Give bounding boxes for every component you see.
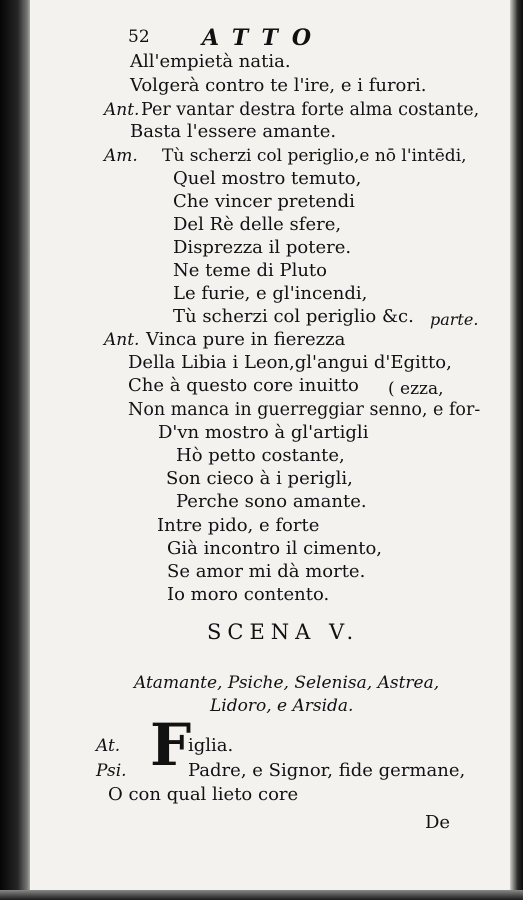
- page-edge: [510, 0, 523, 900]
- verse-line: All'empietà natia.: [130, 51, 291, 72]
- page-number: 52: [128, 27, 150, 47]
- book-page: [30, 0, 510, 892]
- verse-line: Hò petto costante,: [176, 445, 345, 466]
- verse-line: Che à questo core inuitto: [128, 375, 359, 396]
- verse-line: Disprezza il potere.: [173, 237, 352, 258]
- speaker-label: Ant.: [104, 100, 140, 120]
- speaker-label: At.: [96, 736, 121, 756]
- verse-line: Se amor mi dà morte.: [167, 561, 366, 582]
- verse-line: Ne teme di Pluto: [173, 260, 327, 281]
- scene-heading: SCENA V.: [207, 620, 360, 644]
- verse-line: Padre, e Signor, fide germane,: [188, 760, 466, 781]
- verse-line: D'vn mostro à gl'artigli: [158, 422, 369, 443]
- verse-line: Basta l'essere amante.: [130, 121, 337, 142]
- verse-line: Tù scherzi col periglio,e nō l'intēdi,: [162, 146, 467, 166]
- verse-line: Che vincer pretendi: [173, 191, 355, 212]
- verse-line: Vinca pure in fierezza: [146, 329, 346, 350]
- drop-cap: F: [150, 711, 192, 779]
- speaker-label: Psi.: [96, 761, 127, 781]
- cast-list-line: Atamante, Psiche, Selenisa, Astrea,: [134, 673, 440, 693]
- speaker-label: Ant.: [104, 330, 140, 350]
- page-edge-bottom: [0, 890, 523, 900]
- verse-line: Io moro contento.: [167, 584, 330, 605]
- verse-line: Non manca in guerreggiar senno, e for-: [128, 400, 481, 420]
- verse-line: Le furie, e gl'incendi,: [173, 283, 368, 304]
- verse-line: Perche sono amante.: [176, 491, 367, 512]
- speaker-label: Am.: [104, 146, 138, 166]
- verse-line: Quel mostro temuto,: [173, 168, 362, 189]
- stage-direction: parte.: [430, 310, 479, 329]
- running-title: ATTO: [202, 25, 325, 51]
- verse-line: Son cieco à i perigli,: [166, 468, 353, 489]
- verse-line: Intre pido, e forte: [157, 515, 320, 536]
- cast-list-line: Lidoro, e Arsida.: [210, 696, 354, 716]
- book-spine: [0, 0, 32, 900]
- turnover-fragment: ( ezza,: [388, 379, 444, 399]
- verse-line: O con qual lieto core: [108, 784, 299, 805]
- verse-line: iglia.: [188, 735, 234, 756]
- catchword: De: [425, 812, 451, 833]
- verse-line: Per vantar destra forte alma costante,: [141, 100, 480, 120]
- verse-line: Già incontro il cimento,: [167, 538, 383, 559]
- verse-line: Della Libia i Leon,gl'angui d'Egitto,: [128, 352, 452, 373]
- verse-line: Del Rè delle sfere,: [173, 214, 342, 235]
- verse-line: Volgerà contro te l'ire, e i furori.: [130, 75, 427, 96]
- verse-line: Tù scherzi col periglio &c.: [173, 306, 414, 327]
